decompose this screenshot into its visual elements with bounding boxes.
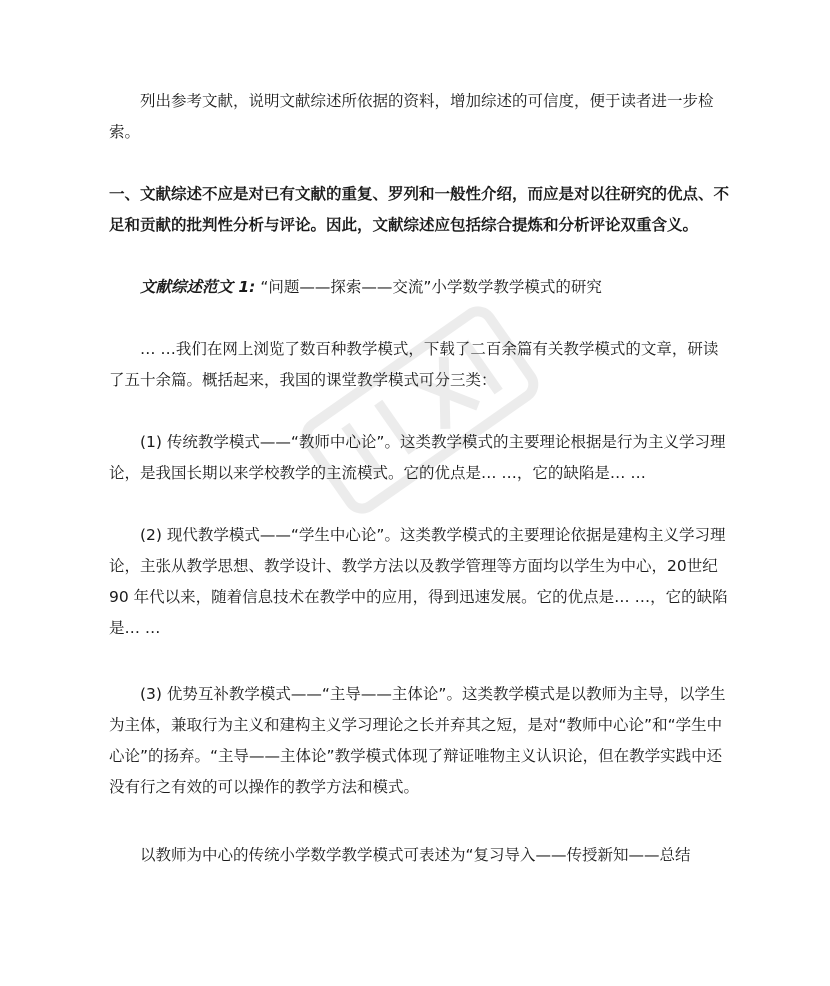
- sample-label: 文献综述范文 1:: [140, 278, 256, 296]
- section-heading-one: 一、文献综述不应是对已有文献的重复、罗列和一般性介绍，而应是对以往研究的优点、不足和贡献的批判性分析与评论。因此，文献综述应包括综合提炼和分析评论双重含义。: [109, 185, 730, 234]
- sample-title-line: [109, 272, 729, 303]
- paragraph-traditional-model: (1) 传统教学模式——“教师中心论”。这类教学模式的主要理论根据是行为主义学习理论，是我国长期以来学校教学的主流模式。它的优点是… …，它的缺陷是… …: [109, 433, 726, 482]
- paragraph-intro: … …我们在网上浏览了数百种教学模式，下载了二百余篇有关教学模式的文章，研读了五十余篇。概括起来，我国的课堂教学模式可分三类：: [109, 340, 719, 389]
- sample-title: “问题——探索——交流”小学数学教学模式的研究: [260, 278, 602, 296]
- paragraph-traditional-math: 以教师为中心的传统小学数学教学模式可表述为“复习导入——传授新知——总结: [140, 846, 691, 864]
- paragraph-references: 列出参考文献，说明文献综述所依据的资料，增加综述的可信度，便于读者进一步检索。: [109, 92, 714, 141]
- paragraph-modern-model: (2) 现代教学模式——“学生中心论”。这类教学模式的主要理论依据是建构主义学习理论，主张从教学思想、教学设计、教学方法以及教学管理等方面均以学生为中心，20世纪 90 年代以来，随着信息技术在教学中的应用，得到迅速发展。它的优点是… …，它的缺陷是… …: [109, 526, 728, 637]
- paragraph-complementary-model: (3) 优势互补教学模式——“主导——主体论”。这类教学模式是以教师为主导，以学生为主体，兼取行为主义和建构主义学习理论之长并弃其之短，是对“教师中心论”和“学生中心论”的扬弃。“主导——主体论”教学模式体现了辩证唯物主义认识论，但在教学实践中还没有行之有效的可以操作的教学方法和模式。: [109, 685, 726, 796]
